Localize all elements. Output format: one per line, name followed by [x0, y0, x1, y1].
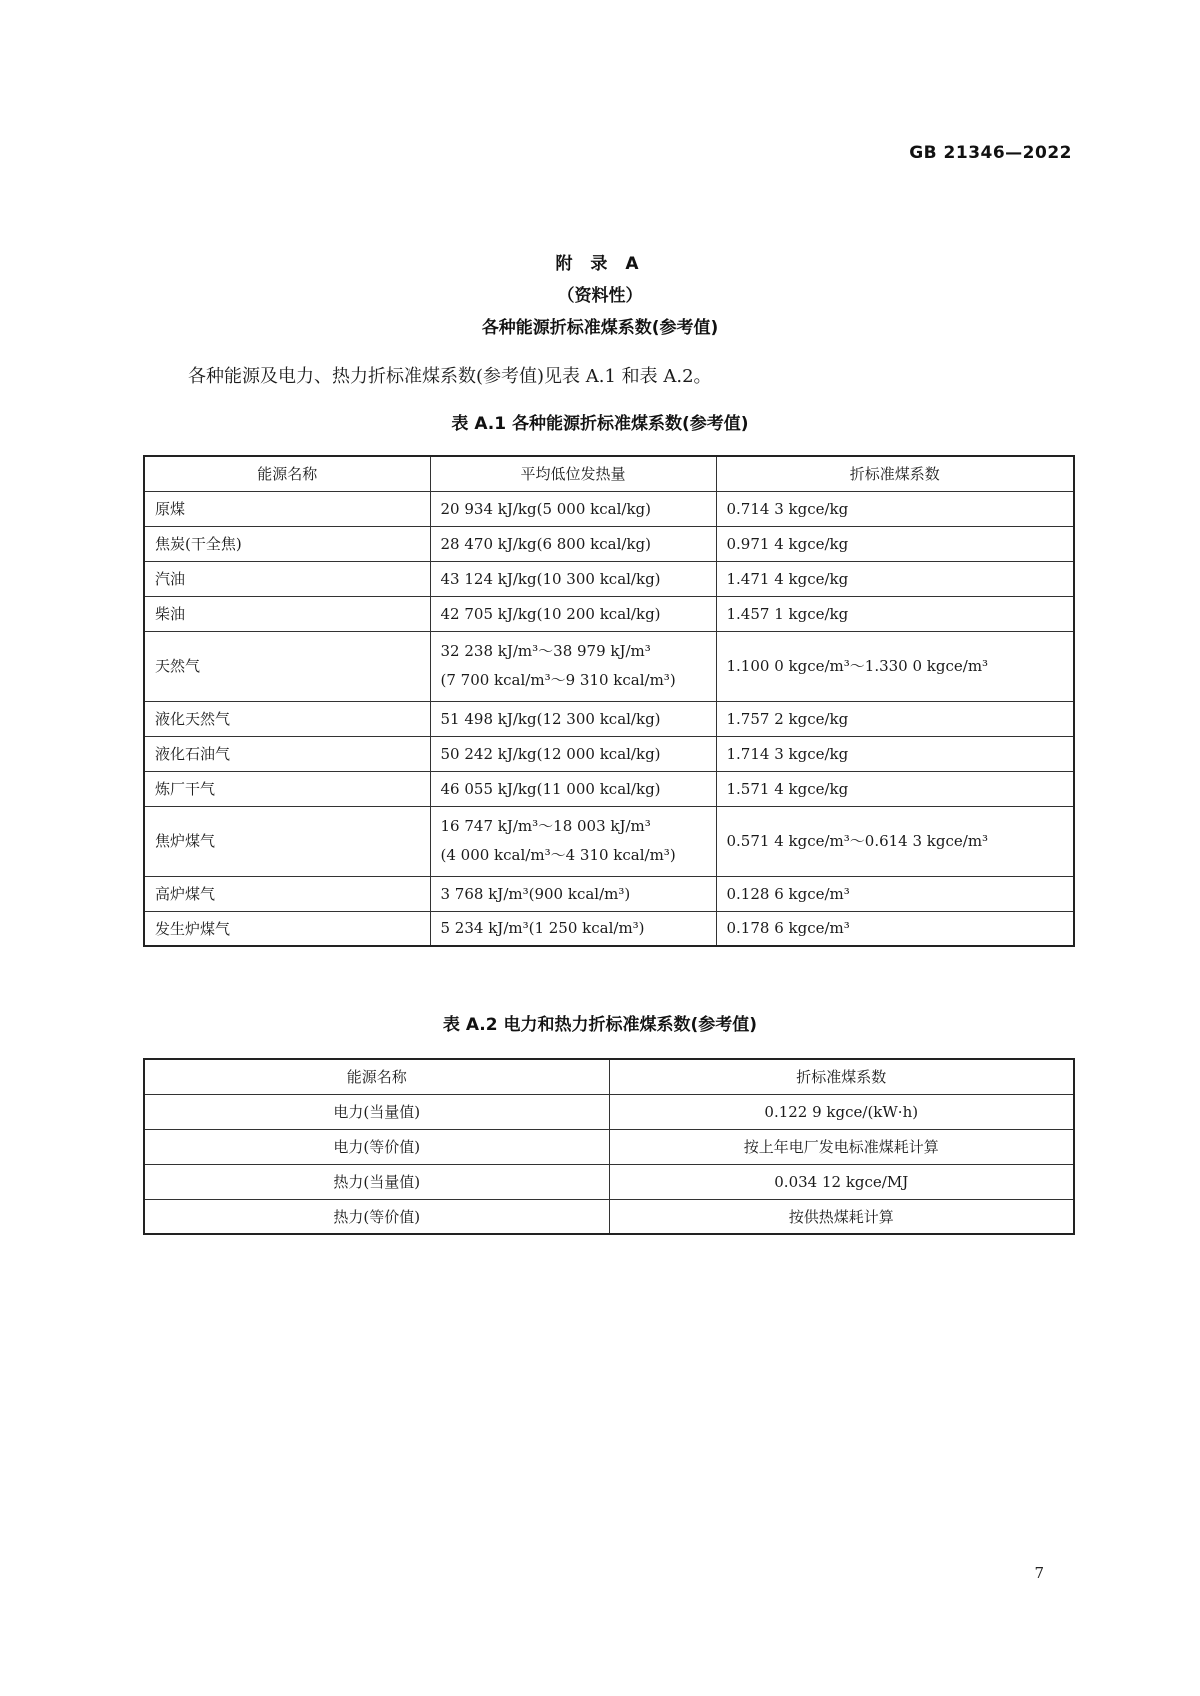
appendix-label: 附 录 A	[555, 254, 645, 274]
coefficient-cell: 1.457 1 kgce/kg	[716, 596, 1074, 631]
energy-name-cell: 发生炉煤气	[144, 911, 430, 946]
heating-value-line: 3 768 kJ/m³(900 kcal/m³)	[440, 884, 631, 903]
table-row	[144, 771, 1074, 806]
energy-name-cell: 热力(当量值)	[144, 1164, 609, 1199]
coefficient-cell: 0.122 9 kgce/(kW·h)	[609, 1094, 1074, 1129]
table-row	[144, 806, 1074, 876]
heating-value-cell	[430, 491, 716, 526]
coefficient-cell: 1.714 3 kgce/kg	[716, 736, 1074, 771]
table-row	[144, 491, 1074, 526]
table-row	[144, 1199, 1074, 1234]
table-a1	[143, 455, 1075, 947]
table-row	[144, 736, 1074, 771]
heating-value-line: 43 124 kJ/kg(10 300 kcal/kg)	[440, 569, 661, 588]
coefficient-cell: 1.100 0 kgce/m³～1.330 0 kgce/m³	[716, 631, 1074, 701]
table-a1-header-heat: 平均低位发热量	[430, 456, 716, 491]
table-a2	[143, 1058, 1075, 1235]
coefficient-cell: 1.571 4 kgce/kg	[716, 771, 1074, 806]
heating-value-cell	[430, 876, 716, 911]
table-row	[144, 1164, 1074, 1199]
table-row	[144, 596, 1074, 631]
standard-number: GB 21346—2022	[909, 143, 1072, 163]
page-number: 7	[1034, 1564, 1044, 1582]
coefficient-cell: 0.128 6 kgce/m³	[716, 876, 1074, 911]
energy-name-cell: 原煤	[144, 491, 430, 526]
coefficient-cell: 1.471 4 kgce/kg	[716, 561, 1074, 596]
coefficient-cell: 0.034 12 kgce/MJ	[609, 1164, 1074, 1199]
coefficient-cell: 0.971 4 kgce/kg	[716, 526, 1074, 561]
table-row	[144, 1094, 1074, 1129]
table-a1-body	[144, 491, 1074, 946]
heating-value-line: 32 238 kJ/m³～38 979 kJ/m³	[440, 642, 651, 660]
heating-value-cell	[430, 561, 716, 596]
table-row	[144, 1129, 1074, 1164]
coefficient-cell: 1.757 2 kgce/kg	[716, 701, 1074, 736]
heating-value-line: 5 234 kJ/m³(1 250 kcal/m³)	[440, 919, 645, 938]
coefficient-cell: 0.178 6 kgce/m³	[716, 911, 1074, 946]
coefficient-cell: 0.714 3 kgce/kg	[716, 491, 1074, 526]
table-row	[144, 911, 1074, 946]
table-a2-header-row	[144, 1059, 1074, 1094]
table-a1-header-coef: 折标准煤系数	[716, 456, 1074, 491]
heating-value-cell	[430, 596, 716, 631]
table-row	[144, 526, 1074, 561]
appendix-nature: （资料性）	[557, 286, 643, 306]
table-a1-header-row	[144, 456, 1074, 491]
coefficient-cell: 按供热煤耗计算	[609, 1199, 1074, 1234]
energy-name-cell: 天然气	[144, 631, 430, 701]
energy-name-cell: 汽油	[144, 561, 430, 596]
table-row	[144, 876, 1074, 911]
appendix-title: 各种能源折标准煤系数(参考值)	[481, 318, 719, 338]
heating-value-cell	[430, 631, 716, 701]
heating-value-cell	[430, 911, 716, 946]
heating-value-line: 46 055 kJ/kg(11 000 kcal/kg)	[440, 779, 661, 798]
energy-name-cell: 电力(等价值)	[144, 1129, 609, 1164]
energy-name-cell: 液化天然气	[144, 701, 430, 736]
coefficient-cell: 0.571 4 kgce/m³～0.614 3 kgce/m³	[716, 806, 1074, 876]
table-row	[144, 631, 1074, 701]
table-a2-header-coef: 折标准煤系数	[609, 1059, 1074, 1094]
heating-value-cell	[430, 771, 716, 806]
heating-value-cell	[430, 526, 716, 561]
coefficient-cell: 按上年电厂发电标准煤耗计算	[609, 1129, 1074, 1164]
heating-value-line: (7 700 kcal/m³～9 310 kcal/m³)	[440, 671, 676, 689]
heating-value-line: (4 000 kcal/m³～4 310 kcal/m³)	[440, 846, 676, 864]
heating-value-line: 51 498 kJ/kg(12 300 kcal/kg)	[440, 709, 661, 728]
table-a1-header-name: 能源名称	[144, 456, 430, 491]
intro-paragraph: 各种能源及电力、热力折标准煤系数(参考值)见表 A.1 和表 A.2。	[188, 366, 712, 387]
table-a2-caption: 表 A.2 电力和热力折标准煤系数(参考值)	[442, 1015, 758, 1035]
heating-value-line: 28 470 kJ/kg(6 800 kcal/kg)	[440, 534, 651, 553]
energy-name-cell: 热力(等价值)	[144, 1199, 609, 1234]
energy-name-cell: 柴油	[144, 596, 430, 631]
table-a1-caption: 表 A.1 各种能源折标准煤系数(参考值)	[451, 414, 749, 434]
table-a2-header-name: 能源名称	[144, 1059, 609, 1094]
heating-value-line: 16 747 kJ/m³～18 003 kJ/m³	[440, 817, 651, 835]
table-row	[144, 561, 1074, 596]
energy-name-cell: 焦炉煤气	[144, 806, 430, 876]
energy-name-cell: 炼厂干气	[144, 771, 430, 806]
table-a2-body	[144, 1094, 1074, 1234]
table-row	[144, 701, 1074, 736]
heating-value-cell	[430, 736, 716, 771]
heating-value-line: 20 934 kJ/kg(5 000 kcal/kg)	[440, 499, 651, 518]
energy-name-cell: 液化石油气	[144, 736, 430, 771]
energy-name-cell: 电力(当量值)	[144, 1094, 609, 1129]
energy-name-cell: 高炉煤气	[144, 876, 430, 911]
energy-name-cell: 焦炭(干全焦)	[144, 526, 430, 561]
heating-value-line: 42 705 kJ/kg(10 200 kcal/kg)	[440, 604, 661, 623]
heating-value-cell	[430, 701, 716, 736]
heating-value-line: 50 242 kJ/kg(12 000 kcal/kg)	[440, 744, 661, 763]
heating-value-cell	[430, 806, 716, 876]
